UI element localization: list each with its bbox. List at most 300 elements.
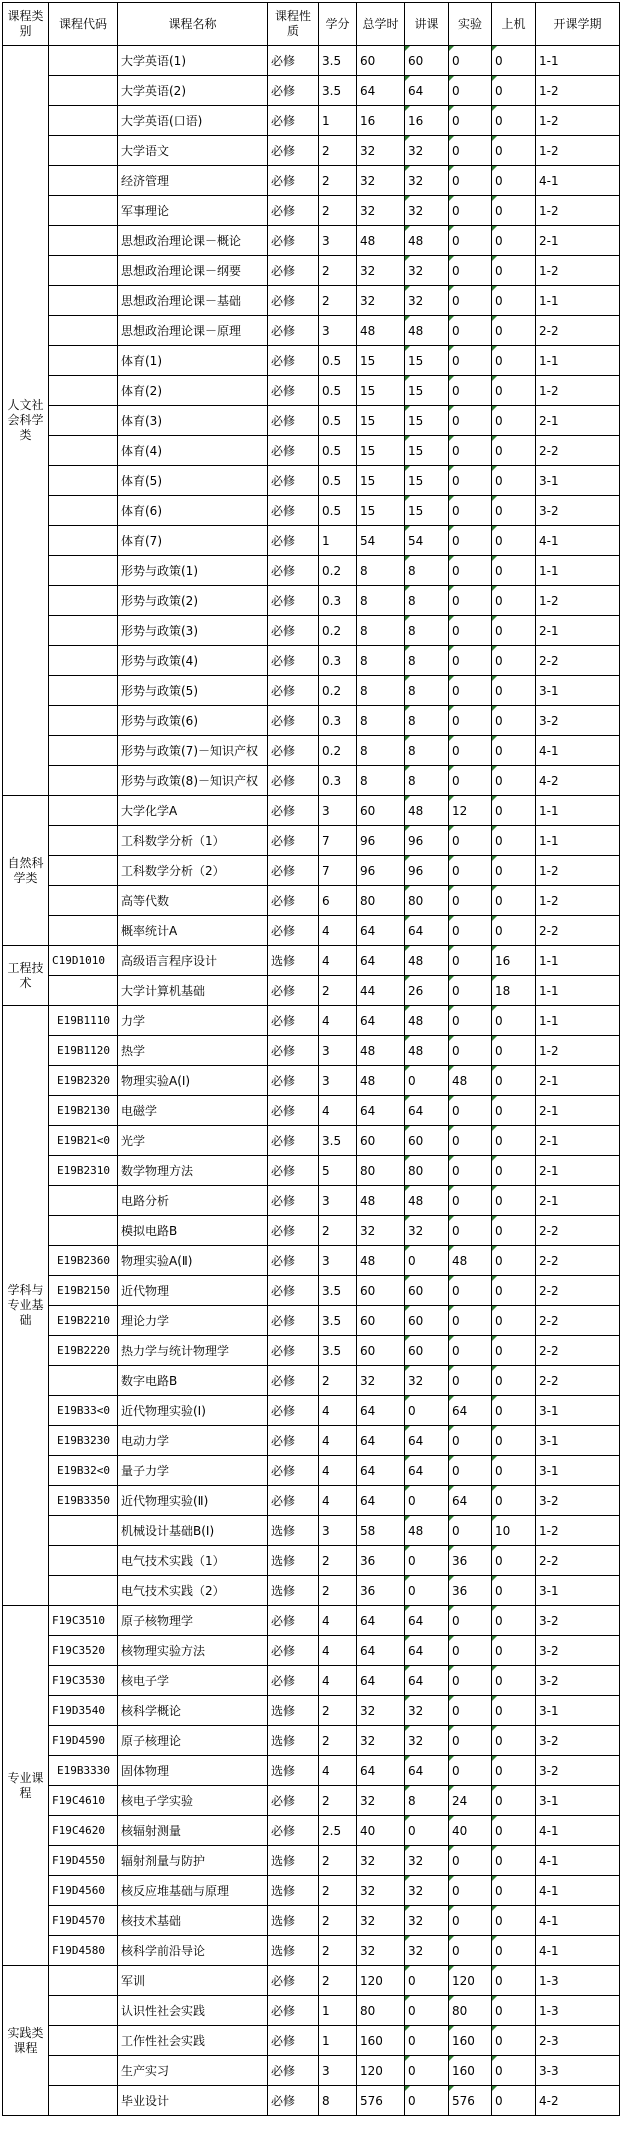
experiment-hours: 0 [449,1756,492,1786]
lecture-hours: 80 [405,886,449,916]
experiment-hours: 0 [449,1606,492,1636]
course-credits: 6 [319,886,357,916]
course-credits: 3.5 [319,1276,357,1306]
table-row [3,826,620,856]
table-row [3,1186,620,1216]
semester: 3-2 [536,496,620,526]
experiment-hours: 0 [449,1276,492,1306]
table-row [3,1396,620,1426]
course-nature: 必修 [268,346,319,376]
course-credits: 3.5 [319,1126,357,1156]
lecture-hours: 32 [405,1936,449,1966]
experiment-hours: 0 [449,1306,492,1336]
total-hours: 120 [357,1966,405,1996]
computer-hours: 0 [492,286,536,316]
table-row [3,286,620,316]
course-credits: 3 [319,796,357,826]
course-nature: 必修 [268,196,319,226]
lecture-hours: 8 [405,676,449,706]
course-credits: 4 [319,1486,357,1516]
course-name: 体育(3) [118,406,268,436]
experiment-hours: 0 [449,166,492,196]
total-hours: 48 [357,1186,405,1216]
table-row [3,436,620,466]
total-hours: 64 [357,1636,405,1666]
lecture-hours: 8 [405,706,449,736]
header-semester: 开课学期 [536,3,620,46]
experiment-hours: 0 [449,346,492,376]
semester: 1-2 [536,1036,620,1066]
course-credits: 2 [319,1906,357,1936]
computer-hours: 0 [492,1216,536,1246]
lecture-hours: 26 [405,976,449,1006]
table-row [3,916,620,946]
table-row [3,1426,620,1456]
table-row [3,586,620,616]
course-code [49,736,118,766]
course-name: 生产实习 [118,2056,268,2086]
lecture-hours: 32 [405,1846,449,1876]
course-nature: 必修 [268,1186,319,1216]
course-code [49,2026,118,2056]
total-hours: 32 [357,1906,405,1936]
course-nature: 必修 [268,826,319,856]
lecture-hours: 64 [405,1606,449,1636]
table-row [3,346,620,376]
total-hours: 48 [357,226,405,256]
computer-hours: 0 [492,2026,536,2056]
semester: 4-1 [536,1876,620,1906]
table-row [3,1336,620,1366]
semester: 2-2 [536,316,620,346]
table-row [3,556,620,586]
table-row [3,1156,620,1186]
course-nature: 选修 [268,1906,319,1936]
semester: 1-2 [536,376,620,406]
table-row [3,2026,620,2056]
course-nature: 必修 [268,1156,319,1186]
semester: 1-2 [536,76,620,106]
lecture-hours: 8 [405,736,449,766]
table-row [3,1876,620,1906]
course-nature: 选修 [268,1516,319,1546]
course-name: 高等代数 [118,886,268,916]
experiment-hours: 0 [449,706,492,736]
course-code [49,796,118,826]
experiment-hours: 0 [449,226,492,256]
semester: 3-2 [536,1486,620,1516]
course-code [49,196,118,226]
lecture-hours: 64 [405,1756,449,1786]
course-name: 近代物理实验(Ⅱ) [118,1486,268,1516]
course-name: 大学语文 [118,136,268,166]
table-row [3,316,620,346]
semester: 2-2 [536,1336,620,1366]
computer-hours: 0 [492,706,536,736]
table-row [3,946,620,976]
course-code [49,886,118,916]
course-code [49,826,118,856]
course-credits: 0.2 [319,676,357,706]
course-credits: 4 [319,916,357,946]
course-code [49,1186,118,1216]
total-hours: 36 [357,1546,405,1576]
course-name: 数字电路B [118,1366,268,1396]
category-cell: 专业课程 [3,1606,49,1966]
lecture-hours: 48 [405,1516,449,1546]
header-name: 课程名称 [118,3,268,46]
course-nature: 必修 [268,1096,319,1126]
course-credits: 1 [319,106,357,136]
computer-hours: 0 [492,1666,536,1696]
computer-hours: 0 [492,1756,536,1786]
course-credits: 2 [319,1846,357,1876]
course-name: 体育(2) [118,376,268,406]
total-hours: 80 [357,1996,405,2026]
course-credits: 4 [319,1096,357,1126]
course-credits: 0.5 [319,436,357,466]
experiment-hours: 0 [449,1846,492,1876]
experiment-hours: 0 [449,1336,492,1366]
total-hours: 48 [357,1246,405,1276]
semester: 2-1 [536,1186,620,1216]
semester: 4-1 [536,526,620,556]
experiment-hours: 0 [449,1516,492,1546]
course-code [49,1516,118,1546]
course-credits: 2 [319,1876,357,1906]
computer-hours: 0 [492,1486,536,1516]
course-name: 电动力学 [118,1426,268,1456]
computer-hours: 0 [492,1366,536,1396]
header-category: 课程类别 [3,3,49,46]
course-credits: 3 [319,226,357,256]
course-name: 形势与政策(5) [118,676,268,706]
table-row [3,766,620,796]
computer-hours: 0 [492,766,536,796]
semester: 1-1 [536,346,620,376]
computer-hours: 0 [492,1906,536,1936]
course-credits: 0.5 [319,406,357,436]
lecture-hours: 0 [405,1546,449,1576]
computer-hours: 0 [492,226,536,256]
experiment-hours: 0 [449,526,492,556]
table-row [3,166,620,196]
experiment-hours: 0 [449,646,492,676]
total-hours: 8 [357,766,405,796]
semester: 2-2 [536,1216,620,1246]
computer-hours: 0 [492,436,536,466]
course-credits: 2 [319,166,357,196]
computer-hours: 0 [492,886,536,916]
course-nature: 必修 [268,1456,319,1486]
lecture-hours: 15 [405,466,449,496]
course-name: 认识性社会实践 [118,1996,268,2026]
table-row [3,1606,620,1636]
course-name: 物理实验A(Ⅰ) [118,1066,268,1096]
table-row [3,2056,620,2086]
lecture-hours: 8 [405,616,449,646]
course-credits: 2 [319,286,357,316]
course-name: 思想政治理论课－原理 [118,316,268,346]
header-total-hours: 总学时 [357,3,405,46]
course-credits: 5 [319,1156,357,1186]
computer-hours: 0 [492,1936,536,1966]
course-name: 近代物理实验(Ⅰ) [118,1396,268,1426]
course-name: 经济管理 [118,166,268,196]
course-credits: 0.2 [319,736,357,766]
course-nature: 必修 [268,1366,319,1396]
total-hours: 32 [357,1216,405,1246]
course-credits: 0.5 [319,496,357,526]
total-hours: 8 [357,586,405,616]
total-hours: 15 [357,376,405,406]
computer-hours: 0 [492,1966,536,1996]
table-row [3,256,620,286]
computer-hours: 0 [492,1996,536,2026]
table-row [3,1486,620,1516]
course-name: 近代物理 [118,1276,268,1306]
course-code: F19C4620 [49,1816,118,1846]
semester: 3-2 [536,1726,620,1756]
total-hours: 32 [357,1726,405,1756]
semester: 1-2 [536,106,620,136]
course-name: 形势与政策(4) [118,646,268,676]
lecture-hours: 48 [405,946,449,976]
course-name: 固体物理 [118,1756,268,1786]
total-hours: 64 [357,946,405,976]
course-nature: 必修 [268,286,319,316]
course-credits: 7 [319,856,357,886]
course-code: E19B3230 [49,1426,118,1456]
computer-hours: 0 [492,826,536,856]
semester: 2-2 [536,916,620,946]
experiment-hours: 0 [449,196,492,226]
course-nature: 必修 [268,736,319,766]
course-name: 思想政治理论课－概论 [118,226,268,256]
total-hours: 48 [357,1066,405,1096]
course-name: 原子核物理学 [118,1606,268,1636]
course-code [49,46,118,76]
lecture-hours: 16 [405,106,449,136]
course-code [49,1366,118,1396]
lecture-hours: 60 [405,46,449,76]
experiment-hours: 0 [449,1666,492,1696]
course-name: 形势与政策(2) [118,586,268,616]
semester: 4-1 [536,166,620,196]
computer-hours: 0 [492,1306,536,1336]
semester: 1-1 [536,556,620,586]
course-code: E19B33<0 [49,1396,118,1426]
lecture-hours: 48 [405,316,449,346]
course-code [49,2086,118,2116]
course-nature: 必修 [268,2086,319,2116]
lecture-hours: 15 [405,376,449,406]
course-name: 体育(6) [118,496,268,526]
experiment-hours: 64 [449,1486,492,1516]
experiment-hours: 0 [449,1036,492,1066]
course-nature: 必修 [268,1246,319,1276]
computer-hours: 0 [492,496,536,526]
course-credits: 8 [319,2086,357,2116]
course-name: 军训 [118,1966,268,1996]
computer-hours: 0 [492,256,536,286]
computer-hours: 0 [492,106,536,136]
total-hours: 15 [357,496,405,526]
course-code [49,256,118,286]
course-name: 理论力学 [118,1306,268,1336]
table-row [3,1696,620,1726]
experiment-hours: 0 [449,106,492,136]
course-credits: 2 [319,1366,357,1396]
computer-hours: 0 [492,1096,536,1126]
total-hours: 58 [357,1516,405,1546]
course-code [49,676,118,706]
course-name: 核辐射测量 [118,1816,268,1846]
course-credits: 2 [319,1576,357,1606]
course-code [49,1966,118,1996]
course-code [49,316,118,346]
table-row [3,1996,620,2026]
lecture-hours: 0 [405,2056,449,2086]
semester: 2-2 [536,1276,620,1306]
course-nature: 必修 [268,226,319,256]
total-hours: 64 [357,1396,405,1426]
course-name: 核技术基础 [118,1906,268,1936]
course-name: 热力学与统计物理学 [118,1336,268,1366]
course-code [49,646,118,676]
computer-hours: 0 [492,1156,536,1186]
total-hours: 64 [357,1756,405,1786]
semester: 2-2 [536,436,620,466]
course-nature: 必修 [268,1216,319,1246]
computer-hours: 0 [492,1336,536,1366]
total-hours: 80 [357,886,405,916]
computer-hours: 0 [492,46,536,76]
course-name: 模拟电路B [118,1216,268,1246]
computer-hours: 0 [492,856,536,886]
course-code [49,436,118,466]
experiment-hours: 0 [449,316,492,346]
computer-hours: 0 [492,1456,536,1486]
experiment-hours: 0 [449,76,492,106]
total-hours: 96 [357,856,405,886]
computer-hours: 0 [492,736,536,766]
computer-hours: 0 [492,1186,536,1216]
semester: 2-2 [536,1546,620,1576]
computer-hours: 0 [492,1876,536,1906]
total-hours: 60 [357,46,405,76]
experiment-hours: 36 [449,1546,492,1576]
course-credits: 2 [319,1696,357,1726]
lecture-hours: 8 [405,646,449,676]
course-name: 大学计算机基础 [118,976,268,1006]
course-credits: 2 [319,1546,357,1576]
course-nature: 选修 [268,1846,319,1876]
experiment-hours: 160 [449,2056,492,2086]
course-credits: 2 [319,1936,357,1966]
experiment-hours: 0 [449,1696,492,1726]
table-row [3,46,620,76]
course-code: F19D4580 [49,1936,118,1966]
computer-hours: 0 [492,796,536,826]
lecture-hours: 32 [405,1366,449,1396]
experiment-hours: 12 [449,796,492,826]
lecture-hours: 64 [405,1636,449,1666]
course-code [49,616,118,646]
course-credits: 1 [319,1996,357,2026]
course-credits: 0.2 [319,616,357,646]
course-nature: 选修 [268,1936,319,1966]
computer-hours: 0 [492,676,536,706]
semester: 1-2 [536,136,620,166]
header-code: 课程代码 [49,3,118,46]
experiment-hours: 0 [449,1726,492,1756]
lecture-hours: 64 [405,1666,449,1696]
computer-hours: 0 [492,1816,536,1846]
course-credits: 0.5 [319,376,357,406]
course-name: 军事理论 [118,196,268,226]
course-name: 形势与政策(6) [118,706,268,736]
total-hours: 96 [357,826,405,856]
table-row [3,1276,620,1306]
semester: 3-1 [536,1576,620,1606]
total-hours: 64 [357,1456,405,1486]
course-name: 工科数学分析（1） [118,826,268,856]
course-code [49,706,118,736]
total-hours: 8 [357,556,405,586]
experiment-hours: 0 [449,496,492,526]
course-nature: 必修 [268,526,319,556]
total-hours: 44 [357,976,405,1006]
computer-hours: 0 [492,376,536,406]
course-code [49,226,118,256]
computer-hours: 10 [492,1516,536,1546]
table-row [3,1936,620,1966]
lecture-hours: 64 [405,76,449,106]
computer-hours: 0 [492,166,536,196]
experiment-hours: 0 [449,1096,492,1126]
experiment-hours: 576 [449,2086,492,2116]
lecture-hours: 48 [405,226,449,256]
course-credits: 0.3 [319,586,357,616]
table-row [3,1756,620,1786]
course-credits: 3.5 [319,1336,357,1366]
course-code: F19D4590 [49,1726,118,1756]
total-hours: 64 [357,1096,405,1126]
course-nature: 必修 [268,796,319,826]
lecture-hours: 15 [405,496,449,526]
lecture-hours: 80 [405,1156,449,1186]
course-name: 光学 [118,1126,268,1156]
category-cell: 自然科学类 [3,796,49,946]
computer-hours: 0 [492,1396,536,1426]
course-credits: 2 [319,976,357,1006]
course-nature: 必修 [268,1276,319,1306]
course-code [49,856,118,886]
category-cell: 学科与专业基础 [3,1006,49,1606]
course-credits: 2 [319,256,357,286]
total-hours: 60 [357,1126,405,1156]
course-code [49,286,118,316]
computer-hours: 0 [492,1786,536,1816]
course-name: 核反应堆基础与原理 [118,1876,268,1906]
semester: 4-2 [536,2086,620,2116]
course-credits: 1 [319,2026,357,2056]
total-hours: 64 [357,1666,405,1696]
computer-hours: 0 [492,1036,536,1066]
course-name: 大学英语(口语) [118,106,268,136]
course-nature: 必修 [268,1996,319,2026]
